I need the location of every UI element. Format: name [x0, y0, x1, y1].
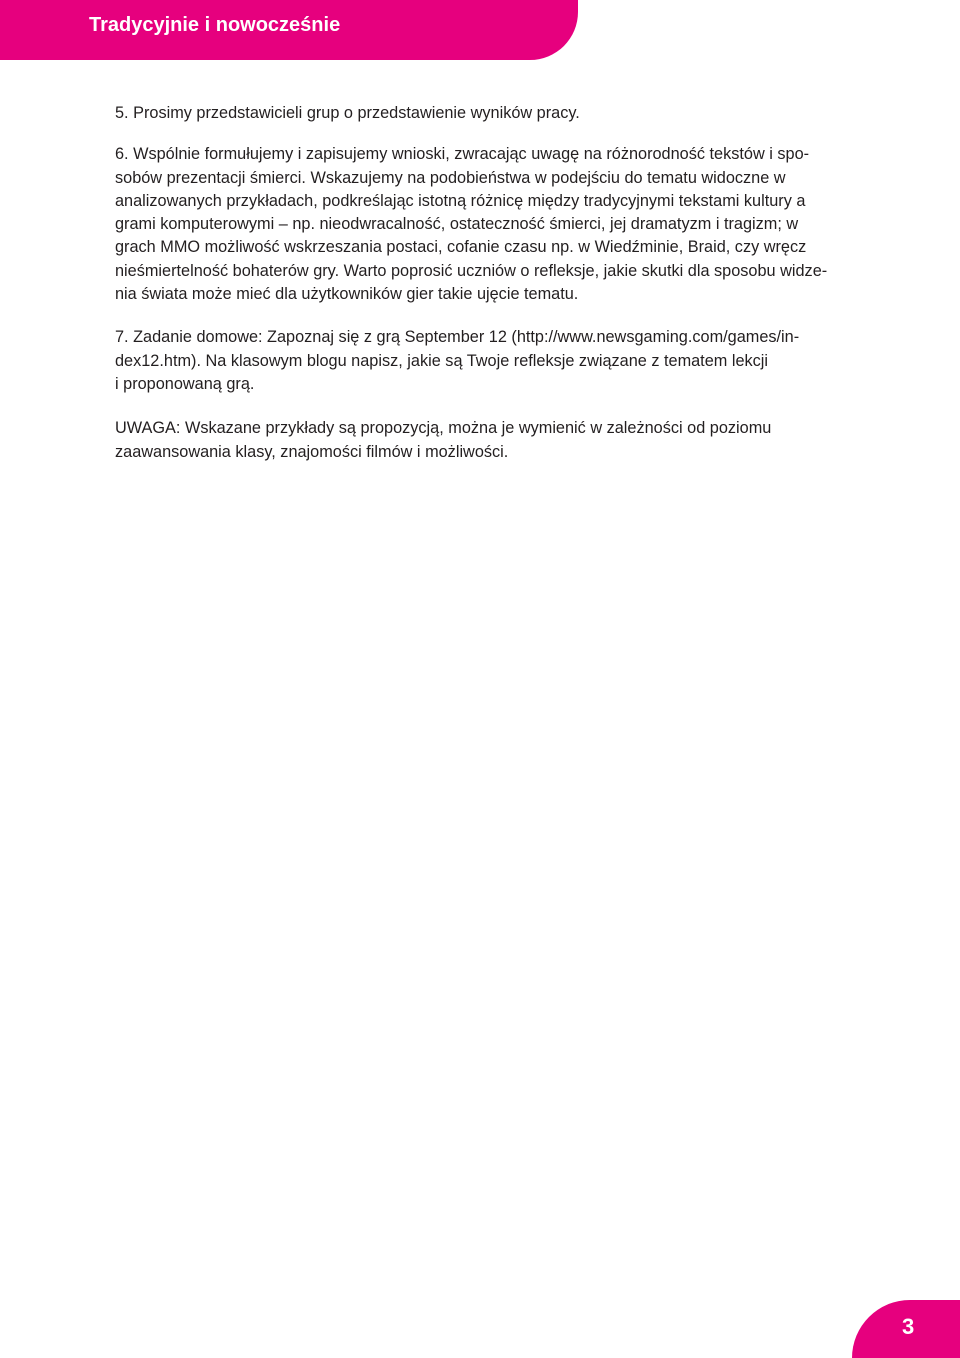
item-7-paragraph	[115, 326, 875, 396]
item-6-paragraph	[115, 143, 875, 306]
section-title: Tradycyjnie i nowocześnie	[89, 14, 341, 36]
page-number: 3	[902, 1314, 915, 1339]
text-line: grach MMO możliwość wskrzeszania postaci, cofanie czasu np. w Wiedźminie, Braid, czy wręcz	[115, 238, 807, 257]
header-bar	[0, 0, 578, 60]
text-line: dex12.htm). Na klasowym blogu napisz, jakie są Twoje refleksje związane z tematem lekcji	[115, 351, 769, 370]
page-number-tab	[852, 1300, 960, 1358]
text-line: analizowanych przykładach, podkreślając istotną różnicę między tradycyjnymi tekstami kultury a	[115, 191, 806, 210]
text-line: 6. Wspólnie formułujemy i zapisujemy wnioski, zwracając uwagę na różnorodność tekstów i spo-	[115, 145, 810, 164]
note-paragraph	[115, 417, 875, 464]
text-line: 5. Prosimy przedstawicieli grup o przedstawienie wyników pracy.	[115, 104, 580, 122]
text-line: 7. Zadanie domowe: Zapoznaj się z grą September 12 (http://www.newsgaming.com/games/in-	[115, 328, 800, 347]
text-line: nia świata może mieć dla użytkowników gier takie ujęcie tematu.	[115, 285, 579, 304]
text-line: nieśmiertelność bohaterów gry. Warto poprosić uczniów o refleksje, jakie skutki dla sposobu widze-	[115, 261, 828, 280]
text-line: UWAGA: Wskazane przykłady są propozycją, można je wymienić w zależności od poziomu	[115, 419, 772, 438]
text-line: zaawansowania klasy, znajomości filmów i możliwości.	[115, 442, 509, 461]
document-body	[115, 102, 875, 464]
text-line: i proponowaną grą.	[115, 374, 255, 393]
text-line: grami komputerowymi – np. nieodwracalność, ostateczność śmierci, jej dramatyzm i tragizm; w	[115, 215, 799, 234]
text-line: sobów prezentacji śmierci. Wskazujemy na podobieństwa w podejściu do tematu widoczne w	[115, 168, 786, 187]
item-5-paragraph	[115, 102, 875, 125]
